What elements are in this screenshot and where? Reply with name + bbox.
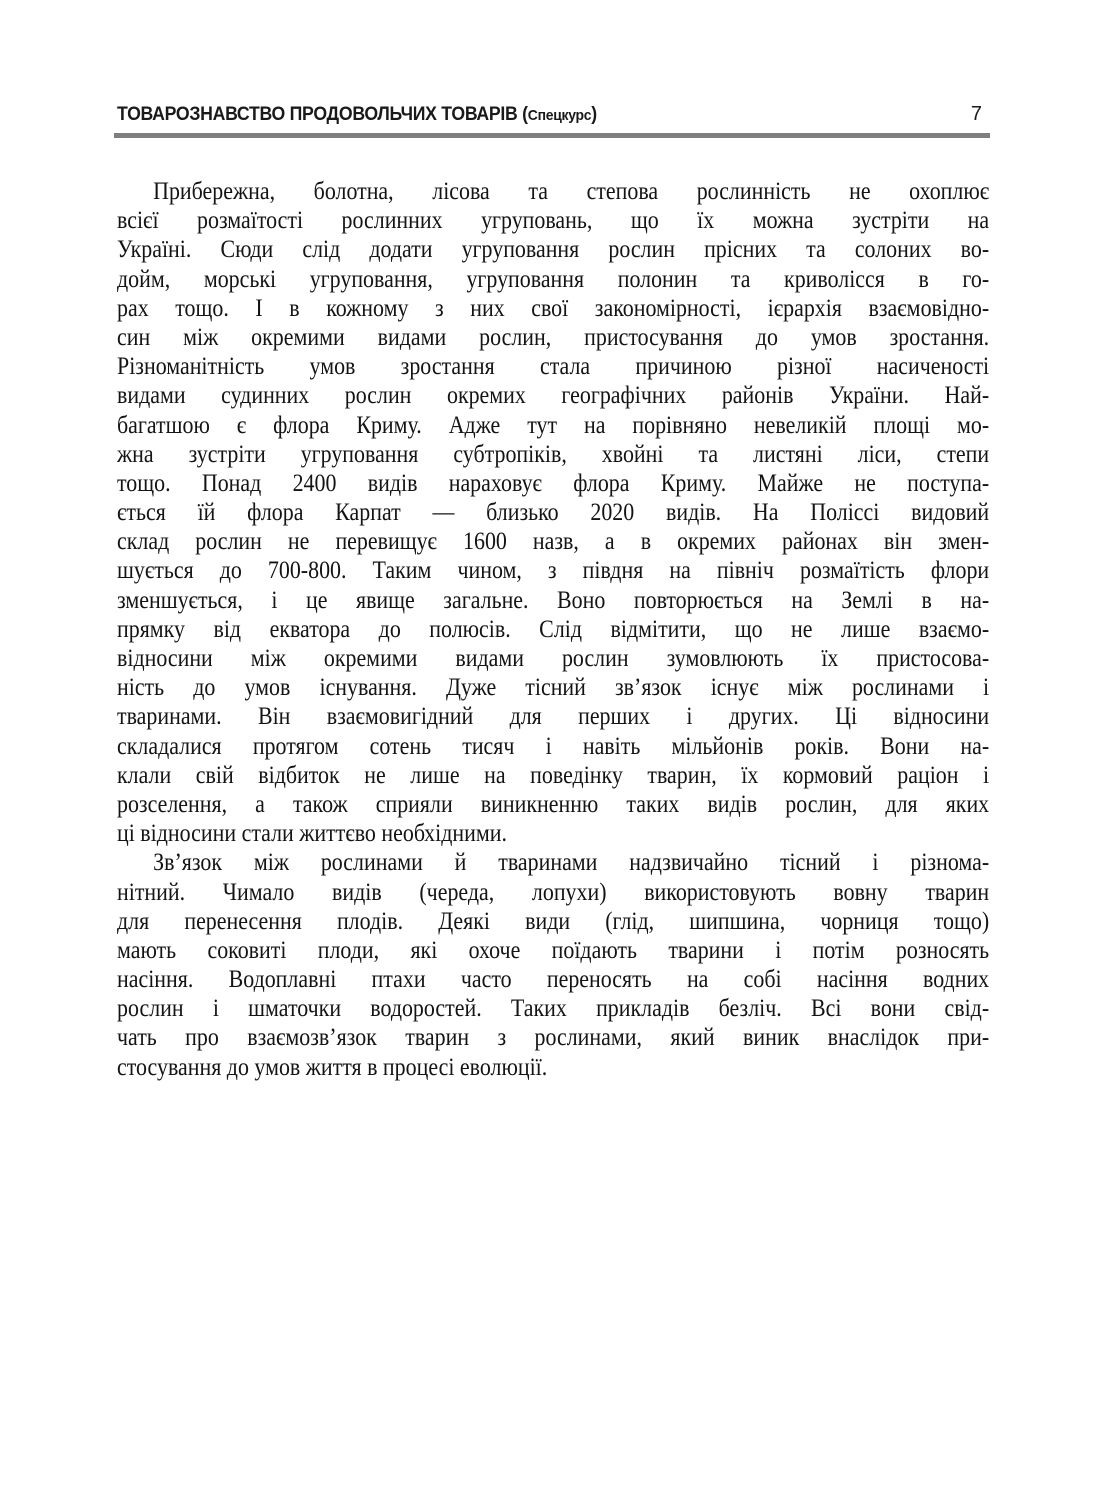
text-line: ність до умов існування. Дуже тісний зв’язок існує між рослинами і (117, 672, 990, 702)
body-text (117, 176, 989, 1081)
text-line: ці відносини стали життєво необхідними. (117, 818, 507, 848)
text-line: рах тощо. І в кожному з них свої закономірності, ієрархія взаємовідно- (117, 292, 990, 322)
text-line: дойм, морські угруповання, угруповання полонин та криволісся в го- (117, 263, 990, 293)
paragraph-1 (117, 176, 989, 847)
text-line: жна зустріти угруповання субтропіків, хвойні та листяні ліси, степи (117, 438, 990, 468)
page-number: 7 (970, 103, 982, 125)
text-line: відносини між окремими видами рослин зумовлюють їх пристосова- (117, 643, 990, 672)
header-title (117, 104, 597, 126)
text-line: Прибережна, болотна, лісова та степова рослинність не охоплює (153, 176, 990, 205)
text-line: розселення, а також сприяли виникненню таких видів рослин, для яких (117, 788, 990, 818)
text-line: насіння. Водоплавні птахи часто переносять на собі насіння водних (117, 964, 990, 994)
header-title-close: ) (591, 104, 597, 125)
text-line: Україні. Сюди слід додати угруповання рослин прісних та солоних во- (117, 234, 990, 264)
text-line: шується до 700-800. Таким чином, з півдня на північ розмаїтість флори (117, 555, 990, 585)
text-line: всієї розмаїтості рослинних угруповань, що їх можна зустріти на (117, 205, 990, 235)
text-line: видами судинних рослин окремих географічних районів України. Най- (117, 380, 990, 410)
header-rule (114, 133, 990, 138)
text-line: Зв’язок між рослинами й тваринами надзвичайно тісний і різнома- (153, 847, 990, 877)
header-title-main: ТОВАРОЗНАВСТВО ПРОДОВОЛЬЧИХ ТОВАРІВ ( (117, 104, 528, 125)
text-line: тощо. Понад 2400 видів нараховує флора Криму. Майже не поступа- (117, 467, 990, 497)
text-line: багатшою є флора Криму. Адже тут на порівняно невеликій площі мо- (117, 409, 990, 439)
text-line: зменшується, і це явище загальне. Воно повторюється на Землі в на- (117, 584, 990, 614)
text-line: клали свій відбиток не лише на поведінку тварин, їх кормовий раціон і (117, 759, 990, 789)
text-line: прямку від екватора до полюсів. Слід відмітити, що не лише взаємо- (117, 613, 990, 643)
text-line: син між окремими видами рослин, пристосування до умов зростання. (117, 321, 990, 351)
text-line: Різноманітність умов зростання стала причиною різної насиченості (117, 351, 990, 381)
header-title-sub: Спецкурс (527, 107, 592, 124)
text-line: тваринами. Він взаємовигідний для перших і других. Ці відносини (117, 701, 990, 731)
text-line: нітний. Чимало видів (череда, лопухи) використовують вовну тварин (117, 876, 990, 906)
paragraph-2 (117, 847, 989, 1081)
running-header (117, 100, 990, 130)
text-line: чать про взаємозв’язок тварин з рослинами, який виник внаслідок при- (117, 1022, 990, 1052)
text-line: стосування до умов життя в процесі еволюції. (117, 1051, 548, 1081)
text-line: склад рослин не перевищує 1600 назв, а в окремих районах він змен- (117, 526, 990, 556)
text-line: ється їй флора Карпат — близько 2020 видів. На Поліссі видовий (117, 497, 990, 527)
text-line: рослин і шматочки водоростей. Таких прикладів безліч. Всі вони свід- (117, 993, 990, 1023)
text-line: складалися протягом сотень тисяч і навіть мільйонів років. Вони на- (117, 730, 990, 760)
text-line: мають соковиті плоди, які охоче поїдають тварини і потім розносять (117, 934, 990, 964)
text-line: для перенесення плодів. Деякі види (глід, шипшина, чорниця тощо) (117, 905, 990, 935)
